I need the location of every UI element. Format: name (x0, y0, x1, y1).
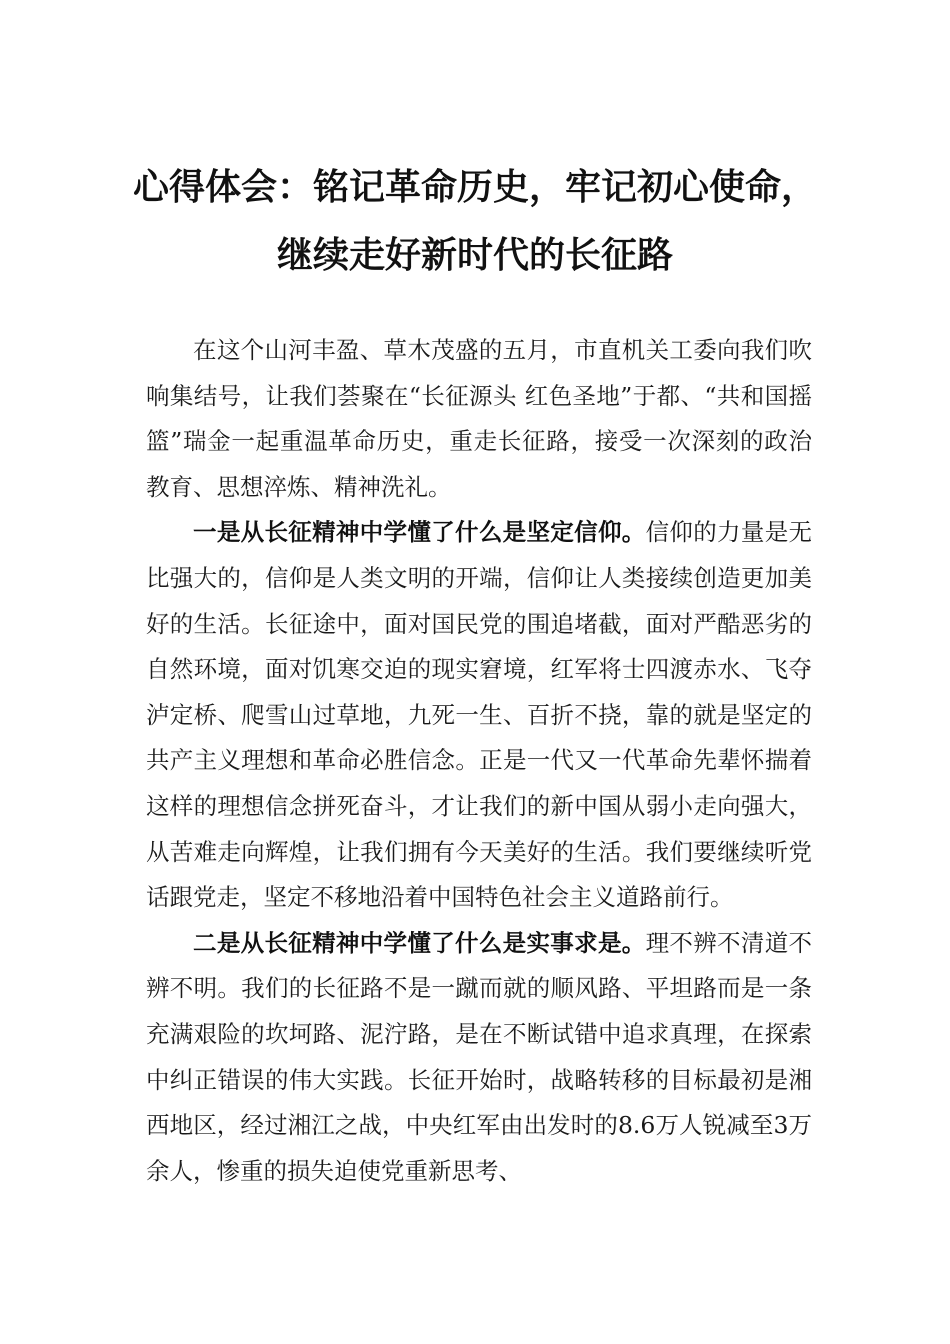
paragraph-seek-truth-text: 理不辨不清道不辨不明。我们的长征路不是一蹴而就的顺风路、平坦路而是一条充满艰险的坎坷路、泥泞路，是在不断试错中追求真理，在探索中纠正错误的伟大实践。长征开始时，战略转移的目标最初是湘西地区，经过湘江之战，中央红军由出发时的8.6万人锐减至3万余人，惨重的损失迫使党重新思考、 (146, 928, 813, 1185)
paragraph-intro (146, 328, 812, 510)
paragraph-firm-belief-lead: 一是从长征精神中学懂了什么是坚定信仰。 (193, 518, 646, 547)
document-title-line-2: 继续走好新时代的长征路 (276, 235, 673, 276)
paragraph-firm-belief-text: 信仰的力量是无比强大的，信仰是人类文明的开端，信仰让人类接续创造更加美好的生活。长征途中，面对国民党的围追堵截，面对严酷恶劣的自然环境，面对饥寒交迫的现实窘境，红军将士四渡赤水、飞夺泸定桥、爬雪山过草地，九死一生、百折不挠，靠的就是坚定的共产主义理想和革命必胜信念。正是一代又一代革命先辈怀揣着这样的理想信念拼死奋斗，才让我们的新中国从弱小走向强大，从苦难走向辉煌，让我们拥有今天美好的生活。我们要继续听党话跟党走，坚定不移地沿着中国特色社会主义道路前行。 (146, 518, 813, 912)
paragraph-firm-belief (146, 510, 812, 920)
paragraph-seek-truth (146, 921, 812, 1195)
document-title-line-1: 心得体会：铭记革命历史，牢记初心使命， (132, 167, 817, 208)
paragraph-intro-text: 在这个山河丰盈、草木茂盛的五月，市直机关工委向我们吹响集结号，让我们荟聚在“长征源头 红色圣地”于都、“共和国摇篮”瑞金一起重温革命历史，重走长征路，接受一次深刻的政治教育、思想淬炼、精神洗礼。 (146, 336, 812, 501)
paragraph-seek-truth-lead: 二是从长征精神中学懂了什么是实事求是。 (193, 928, 646, 957)
document-body (146, 328, 812, 1194)
